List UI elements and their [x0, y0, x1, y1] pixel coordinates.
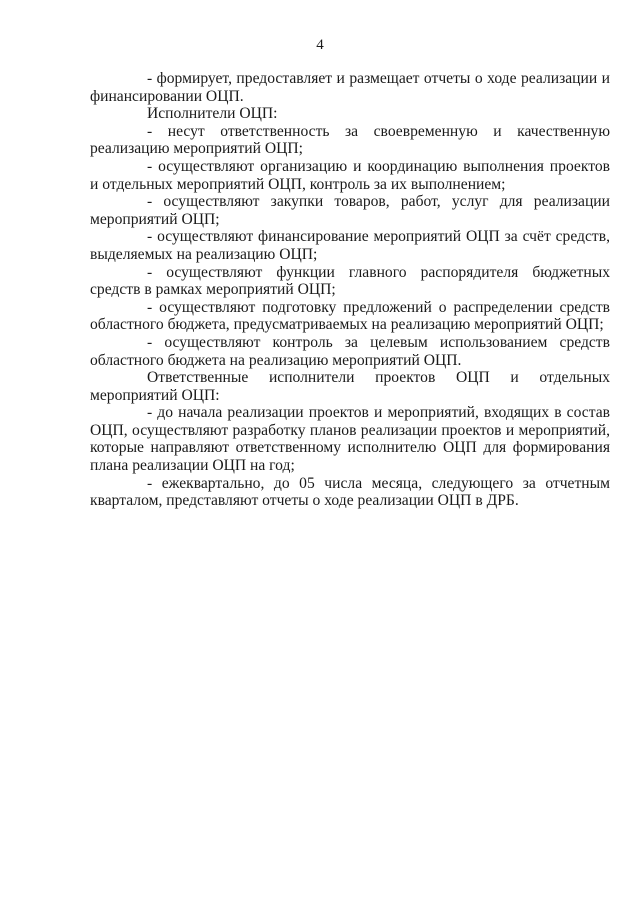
paragraph: - осуществляют финансирование мероприятий ОЦП за счёт средств, выделяемых на реализацию ОЦП; [90, 228, 610, 263]
document-body [90, 70, 610, 510]
paragraph: - осуществляют организацию и координацию выполнения проектов и отдельных мероприятий ОЦП, контроль за их выполнением; [90, 157, 610, 193]
paragraph: - осуществляют закупки товаров, работ, услуг для реализации мероприятий ОЦП; [90, 193, 610, 228]
paragraph: - осуществляют функции главного распорядителя бюджетных средств в рамках мероприятий ОЦП; [90, 263, 610, 299]
paragraph: - формирует, предоставляет и размещает отчеты о ходе реализации и финансировании ОЦП. [90, 70, 610, 105]
paragraph: - несут ответственность за своевременную и качественную реализацию мероприятий ОЦП; [90, 122, 610, 158]
paragraph: - осуществляют подготовку предложений о распределении средств областного бюджета, предусматриваемых на реализацию мероприятий ОЦП; [90, 298, 610, 334]
paragraph: Ответственные исполнители проектов ОЦП и отдельных мероприятий ОЦП: [90, 369, 610, 404]
paragraph: - ежеквартально, до 05 числа месяца, следующего за отчетным кварталом, представляют отчеты о ходе реализации ОЦП в ДРБ. [90, 474, 610, 510]
page-number: 4 [316, 37, 324, 53]
paragraph: Исполнители ОЦП: [147, 105, 278, 123]
paragraph: - до начала реализации проектов и мероприятий, входящих в состав ОЦП, осуществляют разработку планов реализации проектов и мероприятий, которые направляют ответственному исполнителю ОЦП для формирования плана реализации ОЦП на год; [90, 404, 610, 475]
paragraph: - осуществляют контроль за целевым использованием средств областного бюджета на реализацию мероприятий ОЦП. [90, 333, 610, 369]
